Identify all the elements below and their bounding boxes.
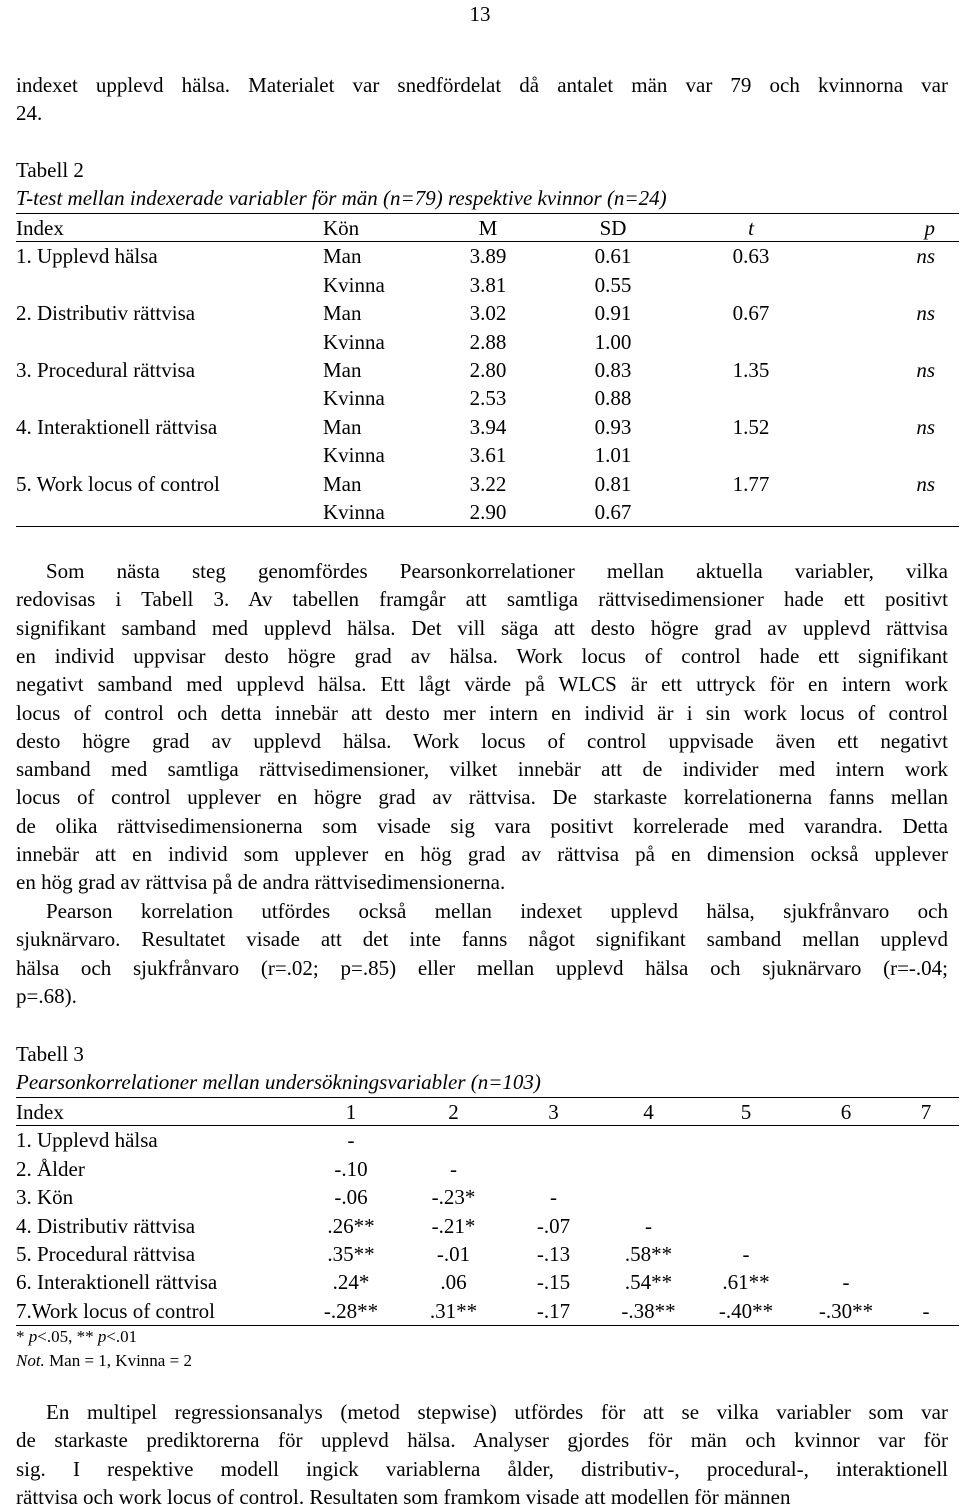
table2-header-row: [16, 214, 937, 242]
table3-cell: -.07: [536, 1213, 571, 1238]
table3-cell: -.23*: [431, 1185, 476, 1210]
table3-row: [16, 1183, 956, 1211]
table3-cell: .06: [440, 1270, 467, 1295]
table2-cell-t: 1.35: [732, 358, 770, 383]
table3-cell: [696, 1183, 796, 1211]
table3-cell: [796, 1240, 896, 1268]
footnote-p2: p: [97, 1327, 107, 1346]
table2-cell-p: ns: [916, 414, 935, 439]
table2-row: [16, 356, 937, 384]
table2-cell-index: [16, 498, 323, 526]
table2-cell-sex: Man: [323, 244, 362, 269]
paragraph3-line: En multipel regressionsanalys (metod stepwise) utfördes för att se vilka variabler som var: [46, 1400, 948, 1424]
paragraph1-line: en hög grad av rättvisa på de andra rättvisedimensionerna.: [16, 870, 506, 895]
table3-cell: [506, 1155, 601, 1183]
table2-cell-sex: Kvinna: [323, 386, 385, 411]
table2-cell-sd: 0.93: [594, 414, 632, 439]
table3-cell-index: 2. Ålder: [16, 1156, 85, 1181]
table3-cell: -.40**: [718, 1298, 774, 1323]
table2-cell-sd: 1.01: [594, 443, 632, 468]
table2-cell-m: 3.61: [469, 443, 507, 468]
table3-cell: [796, 1212, 896, 1240]
table3-row: [16, 1212, 956, 1240]
table2-caption: T-test mellan indexerade variabler för män (n=79) respektive kvinnor (n=24): [16, 186, 667, 210]
paragraph1-line: signifikant samband med upplevd hälsa. Det vill säga att desto högre grad av upplevd rättvisa: [16, 615, 948, 640]
table3-row: [16, 1126, 956, 1154]
table3-cell: [896, 1268, 956, 1296]
table3-cell: -: [742, 1242, 750, 1267]
table3-footnote-significance: [16, 1326, 137, 1348]
table2-cell-t: [683, 271, 819, 299]
table2-cell-m: 2.53: [469, 386, 507, 411]
paragraph2-line: p=.68).: [16, 983, 77, 1008]
table2-cell-p: [819, 498, 937, 526]
table2-cell-sex: Kvinna: [323, 500, 385, 525]
table2-cell-p: ns: [916, 244, 935, 269]
table2-row: [16, 413, 937, 441]
footnote-t2: <.01: [106, 1327, 138, 1346]
table3-cell: -: [842, 1270, 850, 1295]
table3-row: [16, 1297, 956, 1325]
table2-row: [16, 242, 937, 270]
table2-cell-sex: Kvinna: [323, 329, 385, 354]
table3-header-col-7: 7: [920, 1100, 932, 1124]
table2-cell-sex: Kvinna: [323, 443, 385, 468]
table2-row: [16, 384, 937, 412]
table3-cell: [506, 1126, 601, 1154]
table2-header-sex: Kön: [323, 216, 360, 240]
table3-cell: [796, 1126, 896, 1154]
paragraph1-line: redovisas i Tabell 3. Av tabellen framgår att samtliga rättvisedimensioner hade ett positivt: [16, 587, 948, 612]
table2-cell-sd: 0.83: [594, 358, 632, 383]
table2-cell-p: [819, 441, 937, 469]
table2-cell-sex: Man: [323, 414, 362, 439]
table3-cell: .58**: [624, 1242, 673, 1267]
table3-cell: -.30**: [818, 1298, 874, 1323]
table2-cell-m: 3.89: [469, 244, 507, 269]
table2-cell-sd: 0.55: [594, 272, 632, 297]
table2-cell-sd: 1.00: [594, 329, 632, 354]
table3-cell: .31**: [429, 1298, 478, 1323]
paragraph2-line: sjuknärvaro. Resultatet visade att det inte fanns något signifikant samband mellan upplevd: [16, 927, 948, 952]
footnote-note-label: Not.: [16, 1351, 45, 1370]
table2-cell-index: [16, 328, 323, 356]
table3-cell: -.15: [536, 1270, 571, 1295]
table2-header-index: Index: [16, 216, 64, 240]
paragraph3-line: de starkaste prediktorerna för upplevd hälsa. Analyser gjordes för män och kvinnor var för: [16, 1428, 948, 1453]
table3-cell: [896, 1240, 956, 1268]
table3-cell: [796, 1183, 896, 1211]
table3-cell-index: 6. Interaktionell rättvisa: [16, 1270, 218, 1295]
table2-cell-sd: 0.81: [594, 471, 632, 496]
table3-cell: -.10: [334, 1156, 368, 1181]
table3-row: [16, 1268, 956, 1296]
table3-cell-index: 7.Work locus of control: [16, 1298, 215, 1323]
paragraph2-line: hälsa och sjukfrånvaro (r=.02; p=.85) eller mellan upplevd hälsa och sjuknärvaro (r=-.04;: [16, 955, 948, 980]
table2: [16, 214, 937, 526]
table2-cell-m: 3.94: [469, 414, 507, 439]
table3-header-col-2: 2: [448, 1100, 459, 1124]
table2-cell-p: ns: [916, 301, 935, 326]
table3-cell: [601, 1183, 696, 1211]
table2-cell-m: 3.22: [469, 471, 507, 496]
table2-cell-t: 0.63: [732, 244, 770, 269]
table3-cell: -: [550, 1185, 557, 1210]
table3-cell: .26**: [327, 1213, 375, 1238]
table2-cell-p: ns: [916, 471, 935, 496]
table2-cell-sex: Kvinna: [323, 272, 385, 297]
table2-cell-sd: 0.61: [594, 244, 632, 269]
table2-cell-index: [16, 384, 323, 412]
table3-cell: -: [645, 1213, 652, 1238]
table3-caption: Pearsonkorrelationer mellan undersökningsvariabler (n=103): [16, 1070, 541, 1094]
paragraph1-line: desto högre grad av upplevd hälsa. Work locus of control uppvisade även ett negativt: [16, 728, 948, 753]
table3-cell: .54**: [624, 1270, 673, 1295]
table2-cell-index: 1. Upplevd hälsa: [16, 244, 158, 269]
table2-cell-t: 0.67: [732, 301, 770, 326]
page-number: 13: [469, 2, 491, 26]
table3-row: [16, 1240, 956, 1268]
table3-cell: [896, 1155, 956, 1183]
table3-cell: [896, 1212, 956, 1240]
table2-cell-index: 2. Distributiv rättvisa: [16, 301, 196, 326]
table3-cell: -.17: [536, 1298, 571, 1323]
paragraph1-line: de olika rättvisedimensionerna som visade sig vara positivt korrelerade med varandra. Detta: [16, 813, 948, 838]
table3-cell: [696, 1126, 796, 1154]
table3: [16, 1098, 956, 1325]
table3-header-row: [16, 1098, 956, 1126]
paragraph1-line: innebär att en individ som upplever en hög grad av rättvisa på en dimension också upplever: [16, 842, 948, 866]
table2-row: [16, 441, 937, 469]
table3-label: Tabell 3: [16, 1042, 84, 1066]
table3-cell: .35**: [327, 1242, 375, 1267]
table3-cell: -.21*: [431, 1213, 476, 1238]
table3-header-index: Index: [16, 1100, 64, 1124]
paragraph3-line: rättvisa och work locus of control. Resultaten som framkom visade att modellen för männen: [16, 1484, 791, 1509]
table2-cell-t: [683, 441, 819, 469]
table2-cell-index: 3. Procedural rättvisa: [16, 358, 196, 383]
table2-row: [16, 328, 937, 356]
table3-header-col-6: 6: [840, 1100, 852, 1124]
table2-cell-sex: Man: [323, 301, 362, 326]
table3-header-col-1: 1: [345, 1100, 357, 1124]
table2-cell-sd: 0.88: [594, 386, 632, 411]
table2-cell-p: [819, 271, 937, 299]
table3-cell: -.38**: [621, 1298, 676, 1323]
table3-cell: [896, 1126, 956, 1154]
table2-header-p: p: [924, 216, 935, 240]
table2-cell-m: 2.90: [469, 500, 507, 525]
paragraph1-line: locus of control upplever en högre grad av rättvisa. De starkaste korrelationerna fanns mellan: [16, 785, 948, 810]
table2-header-t: t: [748, 216, 754, 240]
table3-cell: -: [347, 1128, 355, 1153]
table2-cell-p: ns: [916, 358, 935, 383]
table2-cell-index: [16, 441, 323, 469]
table2-cell-sex: Man: [323, 471, 362, 496]
paragraph1-line: locus of control och detta innebär att desto mer intern en individ är i sin work locus of control: [16, 700, 948, 725]
table3-cell: -.13: [536, 1242, 571, 1267]
footnote-note-text: Man = 1, Kvinna = 2: [44, 1351, 192, 1370]
table2-cell-sex: Man: [323, 358, 362, 383]
table3-row: [16, 1155, 956, 1183]
table2-cell-m: 3.02: [469, 301, 507, 326]
table3-cell: .24*: [332, 1270, 370, 1295]
table3-cell: [401, 1126, 506, 1154]
table2-cell-index: 5. Work locus of control: [16, 471, 220, 496]
table2-cell-index: [16, 271, 323, 299]
table3-header-col-4: 4: [643, 1100, 654, 1124]
paragraph1-line: samband med samtliga rättvisedimensioner, vilket innebär att de individer med intern work: [16, 757, 948, 782]
table3-cell-index: 5. Procedural rättvisa: [16, 1242, 196, 1267]
table2-cell-p: [819, 384, 937, 412]
table3-cell-index: 1. Upplevd hälsa: [16, 1128, 158, 1153]
table3-cell: -.28**: [323, 1298, 379, 1323]
table3-cell: [896, 1183, 956, 1211]
table2-cell-m: 2.80: [469, 358, 507, 383]
table3-footnote-note: [16, 1350, 192, 1372]
table3-cell: -.06: [334, 1185, 368, 1210]
footnote-star: *: [16, 1327, 29, 1346]
table3-cell: -: [922, 1298, 930, 1323]
paragraph2-line: Pearson korrelation utfördes också mellan indexet upplevd hälsa, sjukfrånvaro och: [46, 899, 948, 923]
table2-cell-t: 1.77: [732, 471, 770, 496]
table2-cell-p: [819, 328, 937, 356]
table3-cell: .61**: [722, 1270, 770, 1295]
table2-header-m: M: [478, 216, 498, 240]
table3-header-col-5: 5: [740, 1100, 752, 1124]
table2-row: [16, 271, 937, 299]
footnote-t1: <.05, **: [37, 1327, 98, 1346]
table2-cell-m: 3.81: [469, 272, 507, 297]
paragraph1-line: en individ uppvisar desto högre grad av hälsa. Work locus of control hade ett signifikant: [16, 643, 948, 668]
table2-cell-m: 2.88: [469, 329, 507, 354]
table2-row: [16, 470, 937, 498]
table3-cell: [696, 1155, 796, 1183]
intro-line-2: 24.: [16, 101, 43, 125]
table3-cell: -: [450, 1156, 457, 1181]
table3-cell: -.01: [436, 1242, 471, 1267]
table3-cell-index: 3. Kön: [16, 1185, 74, 1210]
table2-cell-index: 4. Interaktionell rättvisa: [16, 414, 218, 439]
paragraph1-line: Som nästa steg genomfördes Pearsonkorrelationer mellan aktuella variabler, vilka: [46, 559, 948, 583]
table3-cell: [796, 1155, 896, 1183]
table3-cell: [601, 1126, 696, 1154]
paragraph3-line: sig. I respektive modell ingick variablerna ålder, distributiv-, procedural-, interaktionell: [16, 1456, 948, 1481]
table3-cell-index: 4. Distributiv rättvisa: [16, 1213, 196, 1238]
table2-header-sd: SD: [599, 216, 627, 240]
table2-cell-t: [683, 498, 819, 526]
table2-cell-t: [683, 328, 819, 356]
table2-cell-t: 1.52: [732, 414, 770, 439]
table3-cell: [696, 1212, 796, 1240]
footnote-p1: p: [28, 1327, 38, 1346]
intro-line-1: indexet upplevd hälsa. Materialet var snedfördelat då antalet män var 79 och kvinnorna var: [16, 73, 948, 97]
table2-row: [16, 498, 937, 526]
table3-cell: [601, 1155, 696, 1183]
table3-header-col-3: 3: [548, 1100, 559, 1124]
table2-cell-sd: 0.67: [594, 500, 632, 525]
table2-cell-t: [683, 384, 819, 412]
paragraph1-line: negativt samband med upplevd hälsa. Ett lågt värde på WLCS är ett uttryck för en intern work: [16, 672, 948, 697]
table2-cell-sd: 0.91: [594, 301, 632, 326]
table2-label: Tabell 2: [16, 158, 84, 182]
table2-row: [16, 299, 937, 327]
